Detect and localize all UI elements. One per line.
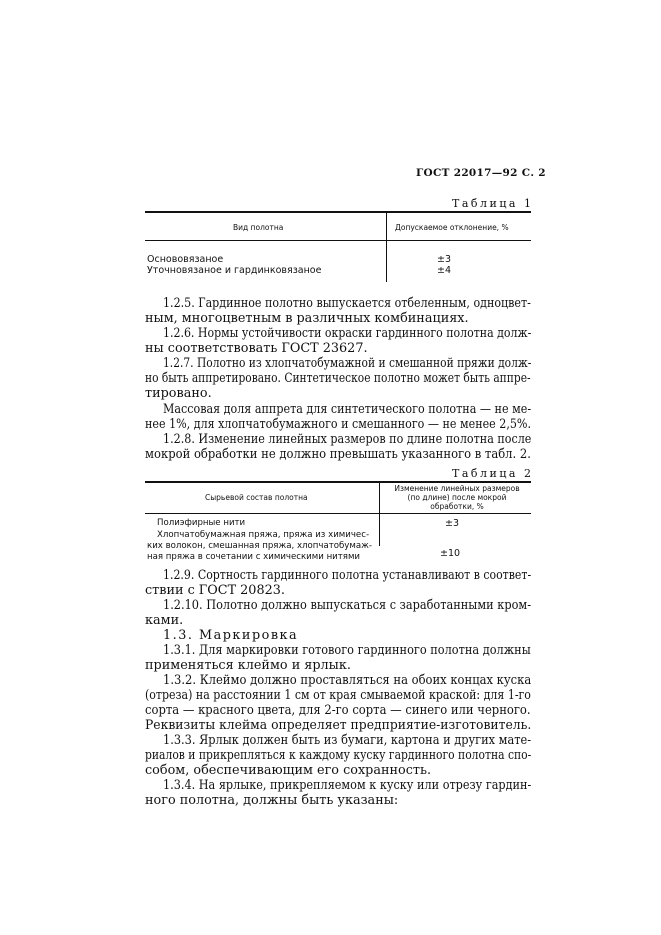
table2-top-rule [145,481,531,483]
table2-row2-value: ±10 [440,548,461,559]
text-line: собом, обеспечивающим его сохранность. [145,763,432,778]
text-line: 1.3.2. Клеймо должно проставляться на обоих концах куска [163,673,532,688]
table2-row1-name: Полиэфирные нити [157,518,246,528]
table2-col1-header: Сырьевой состав полотна [205,493,308,502]
table2-row1-value: ±3 [445,518,460,529]
table2-row2-name-line: ких волокон, смешанная пряжа, хлопчатобумаж- [147,541,372,551]
table1-header-rule [145,240,531,241]
table2-col2-header-line: обработки, % [430,502,484,511]
text-line: нее 1%, для хлопчатобумажного и смешанного — не менее 2,5%. [145,417,532,432]
text-line: ны соответствовать ГОСТ 23627. [145,341,368,356]
table2-row2-name-line: ная пряжа в сочетании с химическими нитями [147,552,361,562]
table1-column-divider [386,212,387,282]
text-line: 1.3.1. Для маркировки готового гардинного полотна должны [163,643,531,658]
text-line: мокрой обработки не должно превышать указанного в табл. 2. [145,447,531,462]
text-line: ным, многоцветным в различных комбинациях. [145,311,469,326]
page-header-code: ГОСТ 22017—92 С. 2 [416,167,546,179]
text-line: применяться клеймо и ярлык. [145,658,351,673]
table2-row2-name-line: Хлопчатобумажная пряжа, пряжа из химичес- [157,530,370,540]
text-line: 1.2.7. Полотно из хлопчатобумажной и смешанной пряжи долж- [163,356,532,371]
table1-col2-header: Допускаемое отклонение, % [395,223,509,232]
table2-col2-header [386,484,528,511]
text-line: ного полотна, должны быть указаны: [145,793,399,808]
table2-row2-name [147,530,372,563]
text-line: 1.2.10. Полотно должно выпускаться с заработанными кром- [163,598,532,613]
text-line: 1.2.8. Изменение линейных размеров по длине полотна после [163,432,532,447]
table1-row1-value: ±3 [437,254,452,265]
text-line: 1.2.9. Сортность гардинного полотна устанавливают в соответ- [163,568,532,583]
text-line: Реквизиты клейма определяет предприятие-изготовитель. [145,718,532,733]
text-line: (отреза) на расстоянии 1 см от края смываемой краской: для 1-го [145,688,531,703]
text-line: но быть аппретировано. Синтетическое полотно может быть аппре- [145,371,531,386]
text-line: 1.3.4. На ярлыке, прикрепляемом к куску или отрезу гардин- [163,778,532,793]
text-line: Массовая доля аппрета для синтетического полотна — не ме- [163,402,532,417]
text-line: риалов и прикрепляться к каждому куску гардинного полотна спо- [145,748,532,763]
text-line: ками. [145,613,184,628]
table1-row2-value: ±4 [437,265,452,276]
table2-header-rule [145,513,531,514]
text-line: 1.3.3. Ярлык должен быть из бумаги, картона и других мате- [163,733,532,748]
text-line: сорта — красного цвета, для 2-го сорта — синего или черного. [145,703,531,718]
table1-col1-header: Вид полотна [233,223,284,232]
table2-col2-header-line: Изменение линейных размеров [394,484,520,493]
section-heading-marking: 1.3. Маркировка [163,628,299,643]
text-line: 1.2.5. Гардинное полотно выпускается отбеленным, одноцвет- [163,296,531,311]
text-line: ствии с ГОСТ 20823. [145,583,285,598]
table2-col2-header-line: (по длине) после мокрой [407,493,507,502]
table2-caption: Таблица 2 [452,467,534,480]
table1-row2-name: Уточновязаное и гардинковязаное [147,265,322,276]
table1-top-rule [145,211,531,213]
text-line: 1.2.6. Нормы устойчивости окраски гардинного полотна долж- [163,326,532,341]
table1-row1-name: Основовязаное [147,254,224,265]
text-line: тировано. [145,386,212,401]
table2-column-divider [379,482,380,546]
table1-caption: Таблица 1 [452,197,534,210]
